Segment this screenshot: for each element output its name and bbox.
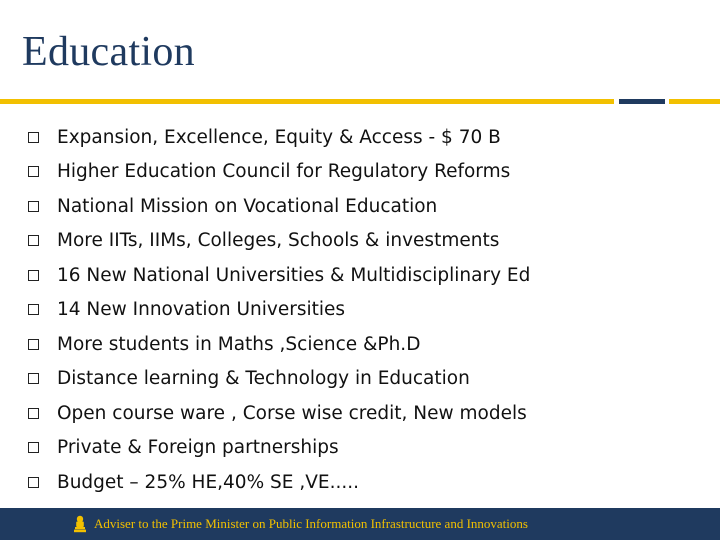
bullet-text: 16 New National Universities & Multidisciplinary Ed bbox=[57, 264, 531, 286]
checkbox-bullet-icon bbox=[28, 270, 39, 281]
checkbox-bullet-icon bbox=[28, 373, 39, 384]
checkbox-bullet-icon bbox=[28, 201, 39, 212]
bullet-item bbox=[24, 396, 530, 431]
bullet-text: Expansion, Excellence, Equity & Access - $ 70 B bbox=[57, 126, 501, 148]
bullet-item bbox=[24, 293, 530, 328]
footer-bar bbox=[0, 508, 720, 540]
bullet-item bbox=[24, 189, 530, 224]
title-rule-gold-right bbox=[669, 99, 720, 104]
checkbox-bullet-icon bbox=[28, 339, 39, 350]
title-rule-gold-left bbox=[0, 99, 614, 104]
footer-text: Adviser to the Prime Minister on Public Information Infrastructure and Innovations bbox=[94, 516, 528, 531]
bullet-text: More IITs, IIMs, Colleges, Schools & investments bbox=[57, 230, 500, 252]
bullet-text: 14 New Innovation Universities bbox=[57, 299, 346, 321]
bullet-text: More students in Maths ,Science &Ph.D bbox=[57, 333, 421, 355]
checkbox-bullet-icon bbox=[28, 477, 39, 488]
bullet-text: Budget – 25% HE,40% SE ,VE..... bbox=[57, 471, 359, 493]
bullet-item bbox=[24, 258, 530, 293]
bullet-item bbox=[24, 120, 530, 155]
bullet-text: Higher Education Council for Regulatory Reforms bbox=[57, 161, 511, 183]
checkbox-bullet-icon bbox=[28, 304, 39, 315]
bullet-item bbox=[24, 362, 530, 397]
bullet-text: National Mission on Vocational Education bbox=[57, 195, 438, 217]
bullet-item bbox=[24, 465, 530, 500]
bullet-text: Private & Foreign partnerships bbox=[57, 437, 339, 459]
bullet-list bbox=[24, 120, 530, 500]
checkbox-bullet-icon bbox=[28, 132, 39, 143]
bullet-item bbox=[24, 431, 530, 466]
bullet-item bbox=[24, 327, 530, 362]
checkbox-bullet-icon bbox=[28, 235, 39, 246]
bullet-item bbox=[24, 155, 530, 190]
checkbox-bullet-icon bbox=[28, 166, 39, 177]
bullet-item bbox=[24, 224, 530, 259]
title-rule-navy bbox=[619, 99, 665, 104]
slide-title: Education bbox=[22, 29, 195, 75]
bullet-text: Open course ware , Corse wise credit, New models bbox=[57, 402, 527, 424]
bullet-text: Distance learning & Technology in Education bbox=[57, 368, 470, 390]
national-emblem-icon bbox=[74, 515, 86, 533]
checkbox-bullet-icon bbox=[28, 408, 39, 419]
checkbox-bullet-icon bbox=[28, 442, 39, 453]
